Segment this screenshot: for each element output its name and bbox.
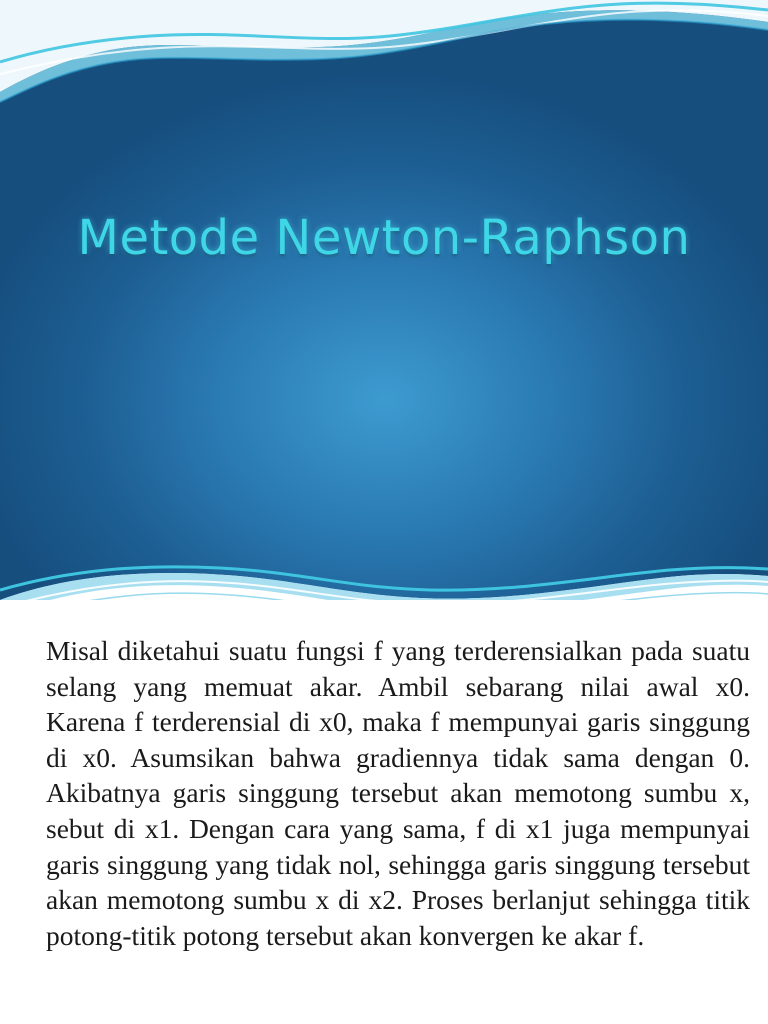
top-wave-decoration	[0, 0, 768, 110]
bottom-wave-decoration	[0, 560, 768, 600]
slide-title: Metode Newton-Raphson	[77, 210, 691, 266]
body-paragraph: Misal diketahui suatu fungsi f yang terderensialkan pada suatu selang yang memuat akar. Ambil sebarang nilai awal x0. Karena f terderensial di x0, maka f mempunyai garis singgung di x0. Asumsikan bahwa gradiennya tidak sama dengan 0. Akibatnya garis singgung tersebut akan memotong sumbu x, sebut di x1. Dengan cara yang sama, f di x1 juga mempunyai garis singgung yang tidak nol, sehingga garis singgung tersebut akan memotong sumbu x di x2. Proses berlanjut sehingga titik potong-titik potong tersebut akan konvergen ke akar f.	[46, 635, 750, 951]
